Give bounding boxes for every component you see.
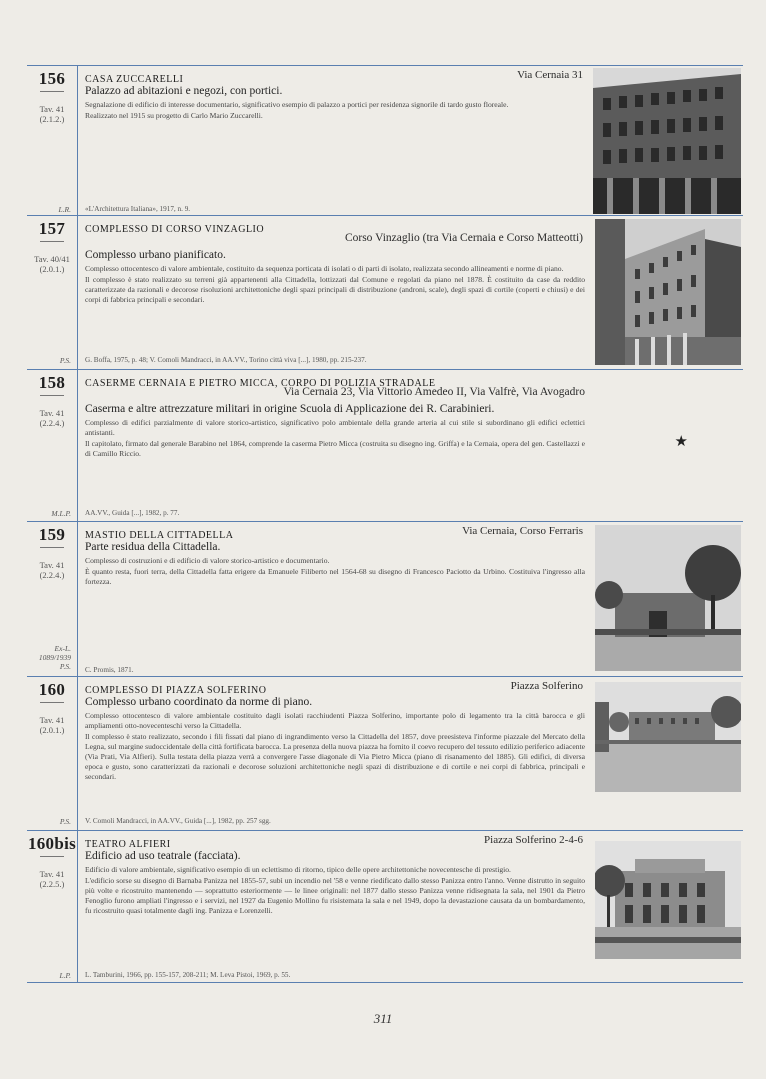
entry-author: L.P. [59, 971, 71, 980]
entry-paragraph: Realizzato nel 1915 su progetto di Carlo Mario Zuccarelli. [85, 111, 263, 120]
entry-body [85, 100, 585, 121]
entry-subtitle: Complesso urbano coordinato da norme di piano. [85, 696, 313, 708]
entry-subtitle: Palazzo ad abitazioni e negozi, con portici. [85, 85, 283, 97]
catalog-entry-160bis [27, 830, 743, 983]
entry-title: CASERME CERNAIA E PIETRO MICCA, CORPO DI POLIZIA STRADALE [85, 378, 436, 389]
entry-left-column [27, 677, 78, 830]
entry-tav [27, 869, 77, 889]
entry-title-row [85, 834, 585, 850]
entry-paragraph: L'edificio sorse su disegno di Barnaba Panizza nel 1855-57, subì un incendio nel '58 e venne riedificato dallo stesso Panizza entro l'anno. Venne distrutto in seguito più volte e ricostruito mantenendo — soprattutto esteriormente — le linee originali: nel 1877 dallo stesso Panizza venne ridisegnata la sala, nel 1901 da Pietro Fenoglio furono ampliati l'ingresso e i servizi, nel 1927 da Eugenio Mollino fu risistemata la sala e nel 1949, dopo la devastazione causata da un bombardamento, fu ricostruito quasi totalmente dagli ing. Panizza e Lorenzelli. [85, 876, 585, 915]
tav-label: Tav. 41 [39, 560, 65, 570]
tav-code: (2.2.5.) [39, 879, 65, 889]
entry-content [85, 831, 585, 917]
catalog-entry-159 [27, 521, 743, 676]
tav-code: (2.2.4.) [39, 570, 65, 580]
number-rule [40, 702, 64, 703]
entry-number: 160bis [27, 834, 77, 853]
entry-left-column [27, 522, 78, 676]
entry-reference: «L'Architettura Italiana», 1917, n. 9. [85, 205, 191, 213]
entry-paragraph: Edificio di valore ambientale, significativo esempio di un eclettismo di ritorno, tipico delle opere architettoniche novecentesche di prestigio. [85, 865, 511, 874]
entry-paragraph: Il capitolato, firmato dal generale Barabino nel 1864, comprende la caserma Pietro Micca (costruita su disegno ing. Griffa) e la Cernaia, opera del gen. Castellazzi e di Camillo Riccio. [85, 439, 585, 458]
entry-content [85, 522, 585, 588]
entry-tav [27, 104, 77, 124]
author-line: P.S. [59, 662, 71, 671]
entry-tav [27, 254, 77, 274]
entry-reference: V. Comoli Mandracci, in AA.VV., Guida [...], 1982, pp. 257 sgg. [85, 817, 271, 825]
entry-reference: AA.VV., Guida [...], 1982, p. 77. [85, 509, 180, 517]
entry-left-column [27, 66, 78, 215]
entry-title-row [85, 680, 585, 696]
number-rule [40, 395, 64, 396]
entry-tav [27, 560, 77, 580]
entry-author: M.L.P. [51, 509, 71, 518]
building-photo [593, 68, 741, 214]
entry-address: Via Cernaia 23, Via Vittorio Amedeo II, Via Valfrè, Via Avogadro [283, 386, 585, 398]
entry-paragraph: Complesso ottocentesco di valore ambientale costituito dagli isolati racchiudenti Piazza Solferino, importante polo di legamento tra la città barocca e gli ampliamenti otto-novecenteschi verso la Cittadella. [85, 711, 585, 730]
entry-paragraph: È quanto resta, fuori terra, della Cittadella fatta erigere da Emanuele Filiberto nel 1564-68 su disegno di Francesco Paciotto da Urbino. Costituiva l'ingresso alla fortezza. [85, 567, 585, 586]
entry-content [85, 66, 585, 122]
entry-author [27, 644, 71, 671]
entry-number: 160 [38, 680, 66, 699]
entry-author: L.R. [58, 205, 71, 214]
entry-number: 156 [38, 69, 66, 88]
building-photo [595, 841, 741, 959]
building-photo [595, 219, 741, 365]
entry-address: Via Cernaia, Corso Ferraris [462, 525, 583, 537]
entry-address: Corso Vinzaglio (tra Via Cernaia e Corso Matteotti) [344, 232, 583, 244]
tav-label: Tav. 41 [39, 104, 65, 114]
entry-title-row [85, 373, 685, 389]
entry-title: MASTIO DELLA CITTADELLA [85, 530, 234, 541]
entry-body [85, 865, 585, 916]
entry-number: 157 [38, 219, 66, 238]
tav-code: (2.2.4.) [39, 418, 65, 428]
tav-code: (2.0.1.) [39, 725, 65, 735]
tav-code: (2.0.1.) [39, 264, 65, 274]
entry-paragraph: Il complesso è stato realizzato su terreni già appartenenti alla Cittadella, lottizzati dal Comune e regolati da piano nel 1878. È costituito da case da reddito caratterizzate da razionali e decorose risoluzioni architettoniche degli spazi principali di distribuzione (androni, scale), degli spazi di cortile (coperti e chiusi) e dei corpi di fabbrica principali e secondari. [85, 275, 585, 304]
entry-body [85, 556, 585, 587]
entry-content [85, 370, 685, 460]
entry-title: CASA ZUCCARELLI [85, 74, 184, 85]
entry-title: TEATRO ALFIERI [85, 839, 171, 850]
catalog-entry-160 [27, 676, 743, 830]
entry-reference: G. Boffa, 1975, p. 48; V. Comoli Mandracci, in AA.VV., Torino città viva [...], 1980, pp. 215-237. [85, 356, 367, 364]
catalog-page [27, 65, 743, 983]
entry-address: Via Cernaia 31 [517, 69, 583, 81]
entry-body [85, 418, 585, 459]
entry-left-column [27, 831, 78, 982]
entry-title-row [85, 525, 585, 541]
tav-label: Tav. 41 [39, 408, 65, 418]
tav-code: (2.1.2.) [39, 114, 65, 124]
number-rule [40, 547, 64, 548]
author-line: 1089/1939 [38, 653, 71, 662]
entry-body [85, 711, 585, 782]
catalog-entry-157 [27, 215, 743, 369]
entry-address: Piazza Solferino [510, 680, 583, 692]
entry-author: P.S. [59, 356, 71, 365]
entry-paragraph: Segnalazione di edificio di interesse documentario, significativo esempio di palazzo a portici per residenza signorile di tardo gusto floreale. [85, 100, 509, 109]
entry-body [85, 264, 585, 305]
entry-subtitle: Parte residua della Cittadella. [85, 541, 221, 553]
number-rule [40, 91, 64, 92]
star-icon: ★ [674, 434, 688, 450]
entry-title: COMPLESSO DI CORSO VINZAGLIO [85, 224, 265, 235]
entry-left-column [27, 216, 78, 369]
entry-subtitle: Complesso urbano pianificato. [85, 249, 226, 261]
entry-left-column [27, 370, 78, 521]
entry-number: 158 [38, 373, 66, 392]
entry-content [85, 677, 585, 783]
entry-reference: L. Tamburini, 1966, pp. 155-157, 208-211; M. Leva Pistoi, 1969, p. 55. [85, 971, 291, 979]
entry-subtitle: Edificio ad uso teatrale (facciata). [85, 850, 241, 862]
entry-paragraph: Il complesso è stato realizzato, secondo i fili fissati dal piano di ingrandimento verso la Cittadella del 1857, dove preesisteva l'informe piazzale del Mercato della Legna, sul margine sudoccidentale della città fortificata barocca. La presenza della nuova piazza ha fornito il coevo recupero del tessuto edilizio periferico adiacente (Via Prati, Via Alfieri). Sulla testata della piazza verrà a convergere l'asse diagonale di Via Pietro Micca (piano di risanamento del 1885). Gli edifici, di diversa epoca e gusto, sono caratterizzati da razionali e decorose soluzioni architettoniche negli spazi di distribuzione e di cortile e nei corpi di fabbrica, principali e secondari. [85, 732, 585, 781]
entry-reference: C. Promis, 1871. [85, 666, 134, 674]
tav-label: Tav. 41 [39, 715, 65, 725]
entry-number: 159 [38, 525, 66, 544]
entry-subtitle: Caserma e altre attrezzature militari in origine Scuola di Applicazione dei R. Carabinieri. [85, 403, 495, 415]
tav-label: Tav. 41 [39, 869, 65, 879]
entry-author: P.S. [59, 817, 71, 826]
entry-address: Piazza Solferino 2-4-6 [484, 834, 583, 846]
entry-title-row [85, 219, 585, 235]
entry-content [85, 216, 585, 306]
number-rule [40, 241, 64, 242]
tav-label: Tav. 40/41 [34, 254, 70, 264]
entry-title: COMPLESSO DI PIAZZA SOLFERINO [85, 685, 267, 696]
building-photo [595, 682, 741, 792]
entry-tav [27, 408, 77, 428]
building-photo [595, 525, 741, 671]
entry-paragraph: Complesso di edifici parzialmente di valore storico-artistico, significativo polo ambientale della grande arteria al cui stile si subordinano gli edifici eclettici antistanti. [85, 418, 585, 437]
entry-paragraph: Complesso di costruzioni e di edificio di valore storico-artistico e documentario. [85, 556, 330, 565]
number-rule [40, 856, 64, 857]
catalog-entry-158 [27, 369, 743, 521]
entry-tav [27, 715, 77, 735]
entry-title-row [85, 69, 585, 85]
author-line: Ex-L. [54, 644, 71, 653]
page-number: 311 [373, 1011, 393, 1026]
entry-paragraph: Complesso ottocentesco di valore ambientale, costituito da sequenza porticata di isolati o di parti di isolato, realizzata secondo allineamenti e norme di piano. [85, 264, 564, 273]
catalog-entry-156 [27, 65, 743, 215]
